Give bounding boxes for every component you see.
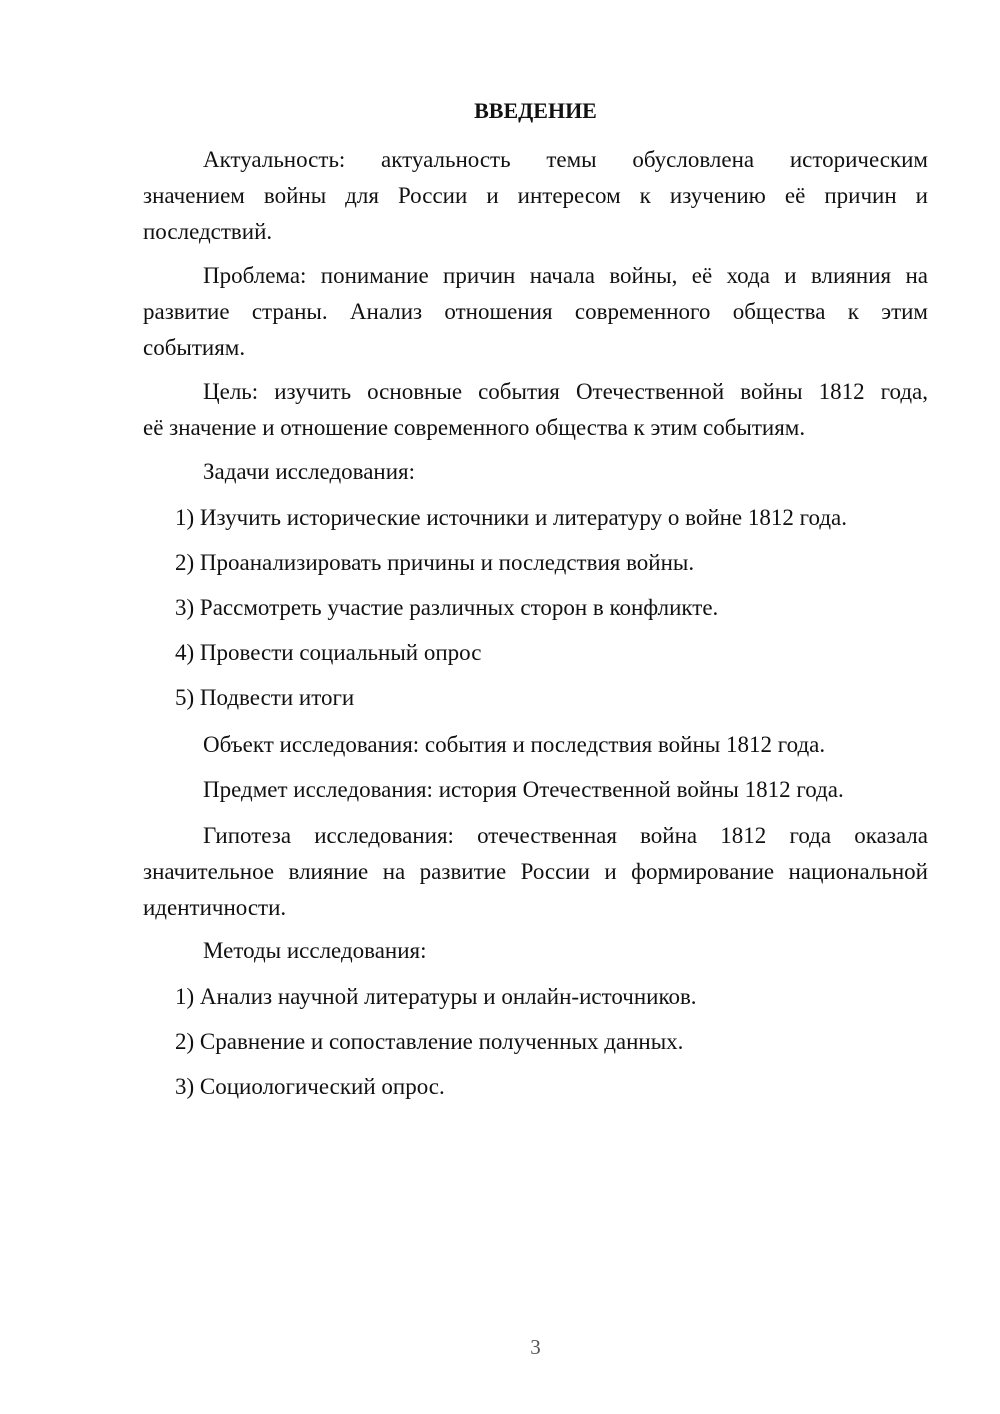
method-item-3: 3) Социологический опрос. xyxy=(175,1074,445,1099)
relevance-line-3: последствий. xyxy=(143,219,273,244)
task-item-2: 2) Проанализировать причины и последствия войны. xyxy=(175,550,695,575)
problem-line-1: Проблема: понимание причин начала войны, её хода и влияния на xyxy=(203,263,928,288)
problem-line-2: развитие страны. Анализ отношения современного общества к этим xyxy=(143,299,928,324)
methods-title: Методы исследования: xyxy=(203,938,427,963)
relevance-line-1: Актуальность: актуальность темы обусловлена историческим xyxy=(203,147,928,172)
task-item-5: 5) Подвести итоги xyxy=(175,685,355,710)
task-item-4: 4) Провести социальный опрос xyxy=(175,640,482,665)
hypothesis-line-3: идентичности. xyxy=(143,895,287,920)
method-item-2: 2) Сравнение и сопоставление полученных данных. xyxy=(175,1029,684,1054)
relevance-line-2: значением войны для России и интересом к изучению её причин и xyxy=(143,183,928,208)
tasks-title: Задачи исследования: xyxy=(203,459,416,484)
hypothesis-line-2: значительное влияние на развитие России и формирование национальной xyxy=(143,859,928,884)
problem-line-3: событиям. xyxy=(143,335,246,360)
method-item-1: 1) Анализ научной литературы и онлайн-источников. xyxy=(175,984,697,1009)
relevance-paragraph xyxy=(143,142,928,250)
page-number: 3 xyxy=(530,1335,541,1359)
goal-line-2: её значение и отношение современного общества к этим событиям. xyxy=(143,415,806,440)
task-item-3: 3) Рассмотреть участие различных сторон в конфликте. xyxy=(175,595,719,620)
hypothesis-line-1: Гипотеза исследования: отечественная война 1812 года оказала xyxy=(203,823,928,848)
section-heading: ВВЕДЕНИЕ xyxy=(474,98,597,123)
goal-paragraph xyxy=(143,374,928,446)
task-item-1: 1) Изучить исторические источники и литературу о войне 1812 года. xyxy=(175,505,847,530)
research-object: Объект исследования: события и последствия войны 1812 года. xyxy=(203,732,826,757)
goal-line-1: Цель: изучить основные события Отечественной войны 1812 года, xyxy=(203,379,928,404)
research-subject: Предмет исследования: история Отечественной войны 1812 года. xyxy=(203,777,844,802)
problem-paragraph xyxy=(143,258,928,366)
hypothesis-paragraph xyxy=(143,818,928,926)
document-page xyxy=(143,0,928,1414)
